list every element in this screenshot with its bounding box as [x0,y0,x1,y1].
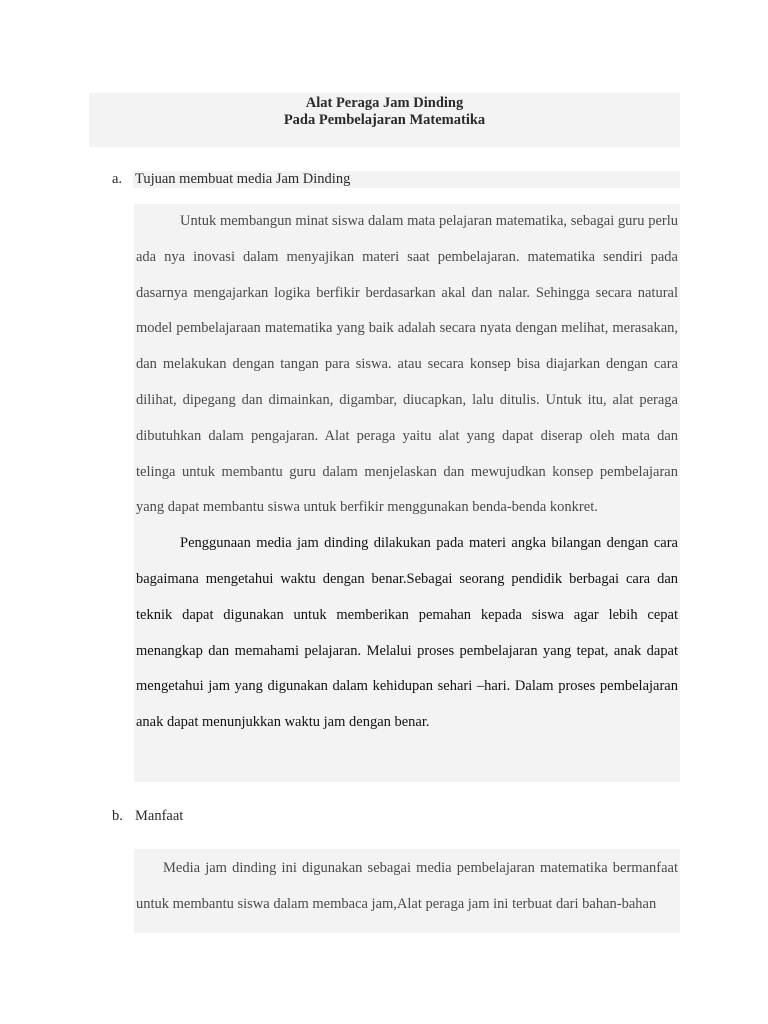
section-a-marker: a. [112,171,123,187]
section-a-paragraph-2: Penggunaan media jam dinding dilakukan pada materi angka bilangan dengan cara bagaimana mengetahui waktu dengan benar.Sebagai seorang pendidik berbagai cara dan teknik dapat digunakan untuk memberikan pemahan kepada siswa agar lebih cepat menangkap dan memahami pelajaran. Melalui proses pembelajaran yang tepat, anak dapat mengetahui jam yang digunakan dalam kehidupan sehari –hari. Dalam proses pembelajaran anak dapat menunjukkan waktu jam dengan benar. [136,535,678,731]
section-b-body [134,849,680,933]
title-line-2: Pada Pembelajaran Matematika [283,112,486,128]
section-a-heading [112,171,680,188]
section-b-heading [112,808,312,825]
title-line-1: Alat Peraga Jam Dinding [305,95,464,111]
section-b-marker: b. [112,808,123,824]
section-b-heading-text: Manfaat [135,808,184,824]
section-a-paragraph-1: Untuk membangun minat siswa dalam mata pelajaran matematika, sebagai guru perlu ada nya inovasi dalam menyajikan materi saat pembelajaran. matematika sendiri pada dasarnya mengajarkan logika berfikir berdasarkan akal dan nalar. Sehingga secara natural model pembelajaraan matematika yang baik adalah secara nyata dengan melihat, merasakan, dan melakukan dengan tangan para siswa. atau secara konsep bisa diajarkan dengan cara dilihat, dipegang dan dimainkan, digambar, diucapkan, lalu ditulis. Untuk itu, alat peraga dibutuhkan dalam pengajaran. Alat peraga yaitu alat yang dapat diserap oleh mata dan telinga untuk membantu guru dalam menjelaskan dan mewujudkan konsep pembelajaran yang dapat membantu siswa untuk berfikir menggunakan benda-benda konkret. [136,213,678,516]
section-a-heading-text: Tujuan membuat media Jam Dinding [135,171,351,187]
section-b-paragraph-1: Media jam dinding ini digunakan sebagai media pembelajaran matematika bermanfaat untuk membantu siswa dalam membaca jam,Alat peraga jam ini terbuat dari bahan-bahan [136,860,678,912]
document-title [89,93,680,147]
section-a-body [134,204,680,782]
